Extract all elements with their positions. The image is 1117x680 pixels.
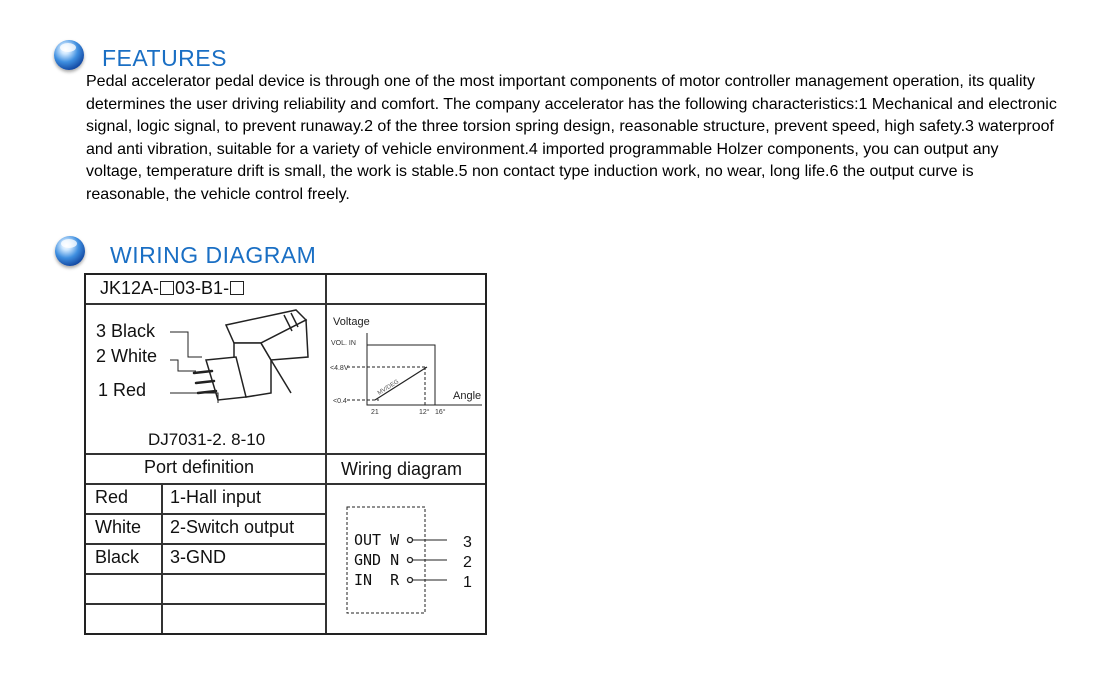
model-prefix: JK12A- — [100, 278, 160, 298]
schematic-gnd: GND N — [354, 551, 400, 569]
port-color-black: Black — [95, 547, 140, 567]
schematic-n1: 1 — [463, 574, 472, 591]
wiring-bullet-icon — [55, 236, 85, 266]
graph-x3: 16° — [435, 409, 446, 416]
port-color-white: White — [95, 517, 142, 537]
graph-ylabel: Voltage — [333, 316, 370, 328]
graph-xlabel: Angle — [453, 390, 482, 402]
terminal-2-icon — [408, 558, 413, 563]
blank-box-icon — [160, 281, 174, 295]
features-paragraph: Pedal accelerator pedal device is through one of the most important components of motor controller management operation, its quality determines the user driving reliability and comfort. The company accelerator has the following characteristics:1 Mechanical and electronic signal, logic signal, to prevent runaway.2 of the three torsion spring design, reasonable structure, prevent speed, high safety.3 waterproof and anti vibration, suitable for a variety of vehicle environment.4 imported programmable Holzer components, you can output any voltage, temperature drift is small, the work is stable.5 non contact type induction work, no wear, long life.6 the output curve is reasonable, the vehicle control freely. — [86, 73, 1057, 203]
schematic-in: IN R — [354, 571, 400, 589]
model-code — [100, 278, 245, 299]
connector-body-icon — [206, 310, 308, 400]
wiring-diagram-header: Wiring diagram — [341, 459, 463, 479]
model-mid: 03-B1- — [175, 278, 230, 298]
output-curve-graph — [327, 305, 485, 453]
terminal-1-icon — [408, 578, 413, 583]
terminal-3-icon — [408, 538, 413, 543]
graph-line-label: MV/DEG — [376, 379, 401, 397]
port-def-1: 1-Hall input — [170, 487, 262, 507]
schematic-n2: 2 — [463, 554, 472, 571]
output-curve-line — [375, 367, 427, 400]
graph-low-level: <0.4 — [333, 398, 347, 405]
pin3-label: 3 Black — [96, 321, 156, 341]
port-color-red: Red — [95, 487, 129, 507]
wiring-title: WIRING DIAGRAM — [110, 242, 317, 268]
wiring-schematic — [327, 485, 485, 633]
pin2-label: 2 White — [96, 346, 158, 366]
blank-box-icon — [230, 281, 244, 295]
graph-vol-in: VOL. IN — [331, 340, 356, 347]
graph-x1: 21 — [371, 409, 379, 416]
port-definition-header: Port definition — [144, 457, 255, 477]
connector-part-number: DJ7031-2. 8-10 — [148, 430, 266, 449]
schematic-n3: 3 — [463, 534, 472, 551]
wiring-table — [84, 273, 487, 635]
features-bullet-icon — [54, 40, 84, 70]
features-title: FEATURES — [102, 45, 227, 71]
schematic-out: OUT W — [354, 531, 400, 549]
connector-drawing — [86, 305, 325, 453]
pin1-label: 1 Red — [98, 380, 147, 400]
port-def-3: 3-GND — [170, 547, 227, 567]
graph-x2: 12° — [419, 409, 430, 416]
port-def-2: 2-Switch output — [170, 517, 295, 537]
graph-high-level: <4.8V — [330, 365, 349, 372]
